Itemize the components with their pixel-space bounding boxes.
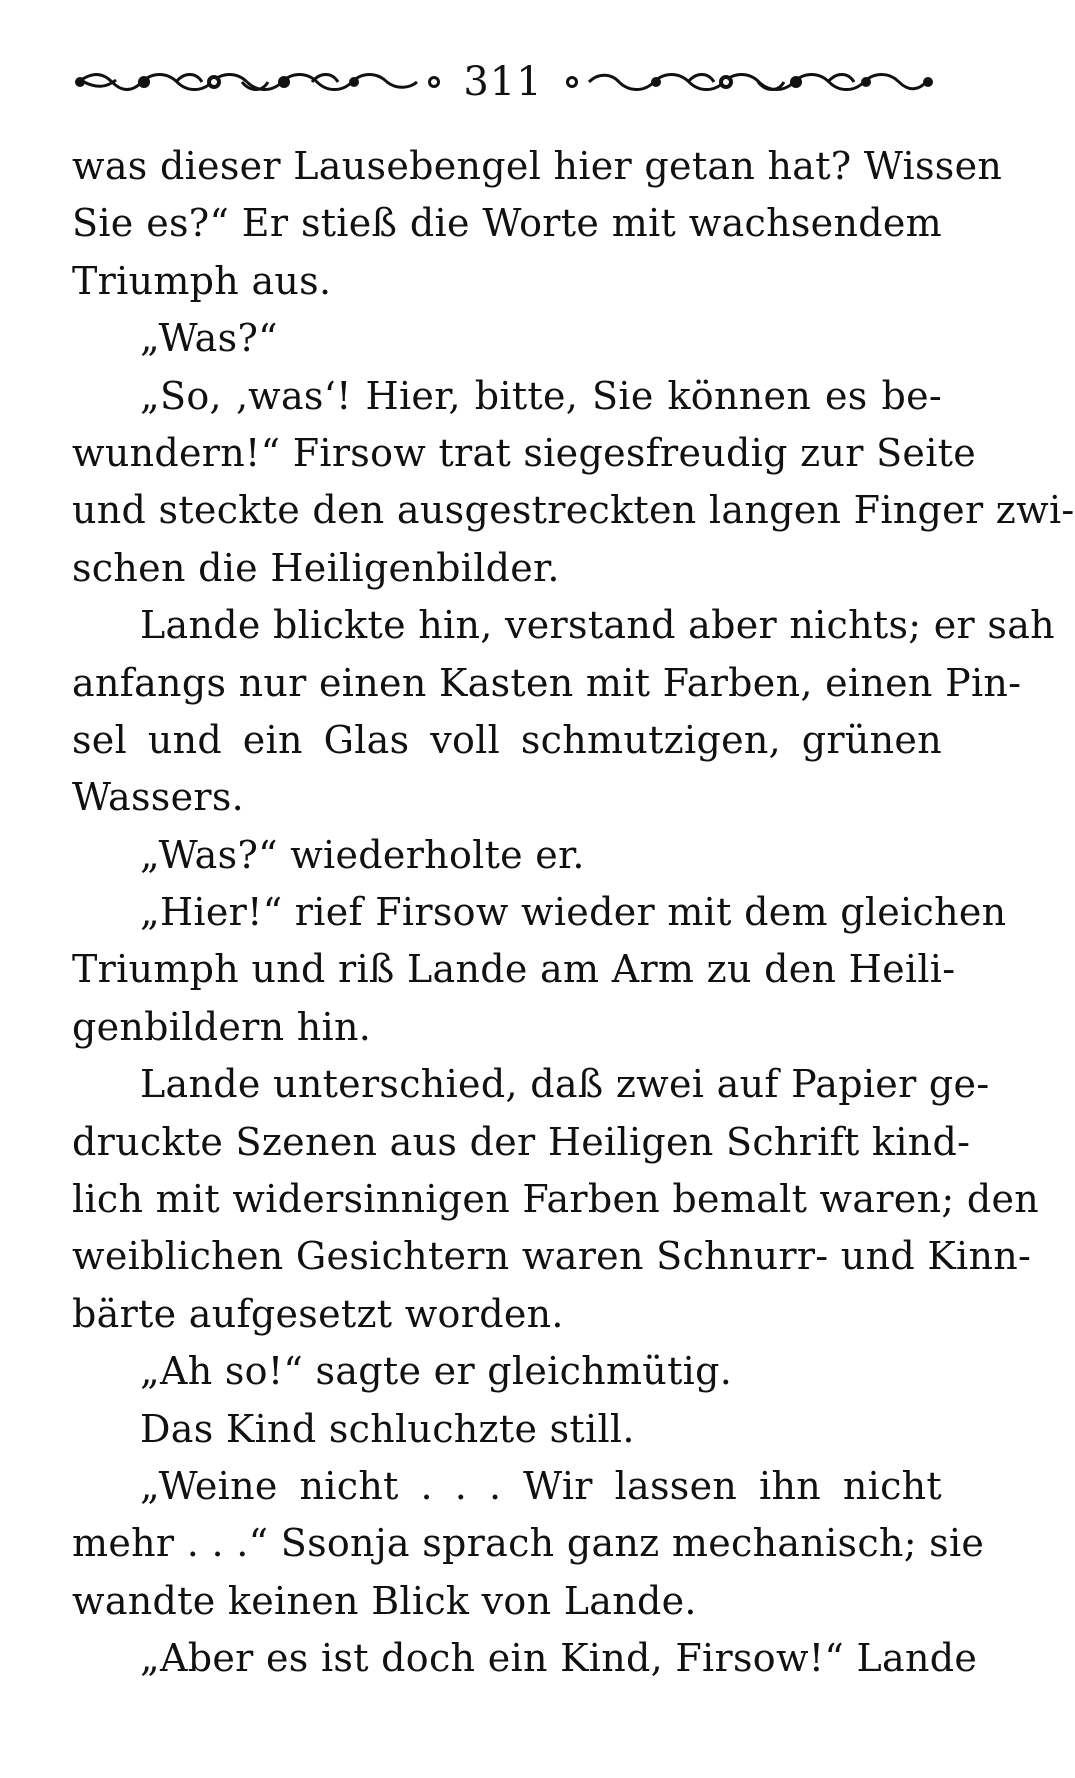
- text-line: lich mit widersinnigen Farben bemalt waren; den: [72, 1177, 1040, 1222]
- text-line: wundern!“ Firsow trat siegesfreudig zur Seite: [72, 430, 977, 475]
- text-line: wandte keinen Blick von Lande.: [72, 1578, 697, 1623]
- text-line: „Hier!“ rief Firsow wieder mit dem gleichen: [140, 890, 1007, 935]
- text-line: genbildern hin.: [72, 1004, 372, 1049]
- text-line: „Weine nicht . . . Wir lassen ihn nicht: [140, 1463, 942, 1508]
- text-line: „Was?“ wiederholte er.: [140, 832, 585, 877]
- paragraph: [72, 1056, 1040, 1343]
- paragraph: [72, 827, 942, 884]
- paragraph: [72, 597, 1055, 827]
- text-line: Wassers.: [72, 775, 245, 820]
- paragraph: [72, 1630, 978, 1687]
- paragraph: [72, 1343, 942, 1400]
- text-line: „Ah so!“ sagte er gleichmütig.: [140, 1349, 733, 1394]
- page-header: [72, 52, 934, 112]
- text-line: „Was?“: [140, 316, 278, 361]
- text-line: Triumph aus.: [72, 258, 332, 303]
- text-line: Lande unterschied, daß zwei auf Papier ge-: [140, 1062, 990, 1107]
- paragraph: [72, 368, 1075, 598]
- text-line: sel und ein Glas voll schmutzigen, grünen: [72, 717, 942, 762]
- paragraph: [72, 1458, 985, 1630]
- right-ornament-icon: [564, 68, 934, 96]
- text-line: Lande blickte hin, verstand aber nichts; er sah: [140, 603, 1055, 648]
- paragraph: [72, 884, 1007, 1056]
- text-line: mehr . . .“ Ssonja sprach ganz mechanisch; sie: [72, 1521, 985, 1566]
- text-line: „Aber es ist doch ein Kind, Firsow!“ Lande: [140, 1636, 978, 1681]
- text-line: schen die Heiligenbilder.: [72, 545, 560, 590]
- text-line: und steckte den ausgestreckten langen Finger zwi-: [72, 488, 1075, 533]
- text-line: Sie es?“ Er stieß die Worte mit wachsendem: [72, 201, 942, 246]
- page-number: 311: [463, 59, 543, 105]
- text-line: anfangs nur einen Kasten mit Farben, einen Pin-: [72, 660, 1022, 705]
- text-line: bärte aufgesetzt worden.: [72, 1291, 564, 1336]
- text-line: „So, ‚was‘! Hier, bitte, Sie können es be-: [140, 373, 942, 418]
- body-text: [72, 138, 1075, 1688]
- paragraph: [72, 310, 942, 367]
- paragraph: [72, 1401, 942, 1458]
- paragraph: [72, 138, 1003, 310]
- left-ornament-icon: [72, 68, 442, 96]
- text-line: druckte Szenen aus der Heiligen Schrift kind-: [72, 1119, 971, 1164]
- text-line: Triumph und riß Lande am Arm zu den Heili-: [72, 947, 956, 992]
- text-line: weiblichen Gesichtern waren Schnurr- und Kinn-: [72, 1234, 1032, 1279]
- text-line: Das Kind schluchzte still.: [140, 1406, 635, 1451]
- text-line: was dieser Lausebengel hier getan hat? Wissen: [72, 144, 1003, 188]
